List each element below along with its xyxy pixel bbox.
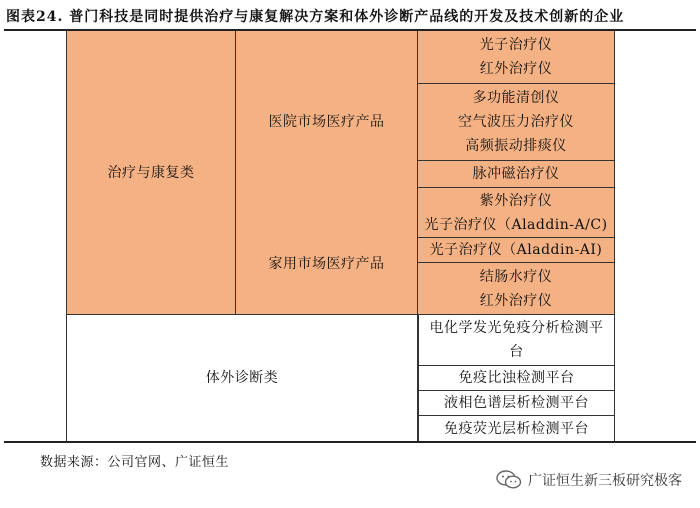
subcategory-home-label: 家用市场医疗产品 [268,255,385,272]
product-group-home-1 [418,188,615,238]
watermark [496,470,682,490]
product-item: 光子治疗仪（Aladdin-A/C) [424,216,608,233]
category-ivd-label: 体外诊断类 [205,370,279,386]
category-ivd [66,315,418,441]
subcategory-hospital [236,31,418,213]
product-item: 光子治疗仪（Aladdin-AI) [429,242,603,258]
product-item: 空气波压力治疗仪 [458,114,574,130]
source-note: 数据来源：公司官网、广证恒生 [40,455,230,470]
wechat-icon [496,470,522,490]
product-item: 多功能清创仪 [472,90,560,106]
category-therapy-rehab [66,31,236,315]
product-item: 免疫比浊检测平台 [458,370,575,386]
product-item: 光子治疗仪 [479,37,553,53]
product-item: 免疫荧光层析检测平台 [444,420,589,437]
table-bottom-divider [4,441,696,443]
subcategory-home [236,213,418,315]
product-item: 台 [509,344,524,360]
product-item: 紫外治疗仪 [479,192,553,209]
product-group-home-2 [418,238,615,263]
ivd-product-2 [418,366,615,391]
product-item: 液相色谱层析检测平台 [444,395,589,411]
product-group-hospital-3 [418,161,615,188]
product-item: 红外治疗仪 [479,292,553,309]
product-item: 结肠水疗仪 [479,268,553,285]
product-item: 高频振动排痰仪 [465,138,567,154]
ivd-product-3 [418,391,615,416]
ivd-product-4 [418,416,615,441]
product-item: 红外治疗仪 [479,61,553,77]
product-group-hospital-1 [418,31,615,84]
watermark-text: 广证恒生新三板研究极客 [528,473,682,489]
subcategory-hospital-label: 医院市场医疗产品 [268,114,385,130]
product-group-hospital-2 [418,84,615,161]
category-therapy-rehab-label: 治疗与康复类 [107,164,195,181]
product-group-home-3 [418,263,615,315]
product-item: 脉冲磁治疗仪 [472,166,560,182]
product-item: 电化学发光免疫分析检测平 [429,320,604,336]
figure-title: 图表24. 普门科技是同时提供治疗与康复解决方案和体外诊断产品线的开发及技术创新的企业 [6,9,625,25]
ivd-product-1 [418,315,615,366]
